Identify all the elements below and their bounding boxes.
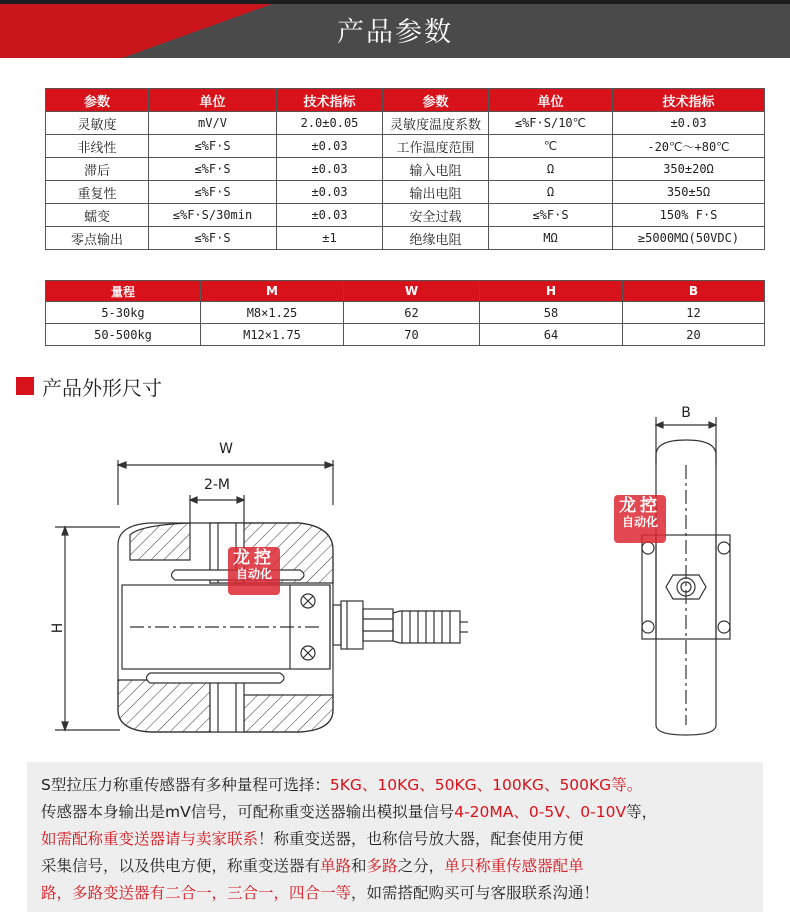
notes-box [27, 762, 763, 912]
dimension-table-header-row [46, 281, 765, 302]
spec-table-header-row [46, 89, 765, 112]
highlight-text: 如需配称重变送器请与卖家联系 [41, 830, 259, 848]
label-h: H [50, 622, 66, 634]
table-cell: ±0.03 [277, 158, 383, 181]
label-w: W [219, 441, 233, 457]
highlight-text: 5KG、10KG、50KG、100KG、500KG等。 [329, 776, 643, 794]
table-cell: ±0.03 [613, 112, 765, 135]
dimension-table-body [46, 302, 765, 346]
notes-text: 采集信号，以及供电方便，称重变送器有 [41, 857, 321, 875]
table-cell: MΩ [489, 227, 613, 250]
section-title: 产品外形尺寸 [42, 376, 162, 400]
table-cell: 安全过载 [383, 204, 489, 227]
table-cell: 重复性 [46, 181, 149, 204]
table-cell: ≤%F·S [149, 227, 277, 250]
spec-table [45, 88, 765, 250]
label-b: B [681, 405, 691, 421]
table-cell: ≤%F·S/10℃ [489, 112, 613, 135]
notes-text: 之分， [397, 857, 445, 875]
dimension-table [45, 280, 765, 346]
column-header: W [344, 281, 480, 302]
notes-line [41, 772, 747, 799]
section-marker [16, 377, 34, 395]
table-cell: 工作温度范围 [383, 135, 489, 158]
table-cell: 50-500kg [46, 324, 201, 346]
highlight-text: 单只称重传感器配单 [444, 857, 584, 875]
notes-line [41, 799, 747, 826]
table-row [46, 324, 765, 346]
table-cell: ±0.03 [277, 135, 383, 158]
table-cell: Ω [489, 158, 613, 181]
table-row [46, 227, 765, 250]
table-cell: -20℃～+80℃ [613, 135, 765, 158]
table-row [46, 112, 765, 135]
label-2m: 2-M [203, 477, 231, 493]
table-cell: 58 [480, 302, 623, 324]
notes-line [41, 853, 747, 880]
table-cell: 64 [480, 324, 623, 346]
table-cell: 2.0±0.05 [277, 112, 383, 135]
table-row [46, 302, 765, 324]
table-cell: 62 [344, 302, 480, 324]
notes-text: ！称重变送器，也称信号放大器，配套使用方便 [258, 830, 584, 848]
table-cell: 20 [623, 324, 765, 346]
table-cell: 绝缘电阻 [383, 227, 489, 250]
table-cell: M12×1.75 [201, 324, 344, 346]
table-row [46, 181, 765, 204]
table-cell: 输出电阻 [383, 181, 489, 204]
notes-text: ，如需搭配购买可与客服联系沟通！ [351, 884, 600, 902]
highlight-text: 单路 [320, 857, 352, 875]
table-cell: 150% F·S [613, 204, 765, 227]
table-cell: ≤%F·S [149, 158, 277, 181]
column-header: 技术指标 [277, 89, 383, 112]
table-cell: 灵敏度温度系数 [383, 112, 489, 135]
table-cell: ≥5000MΩ(50VDC) [613, 227, 765, 250]
notes-text: 和 [351, 857, 367, 875]
notes-line [41, 826, 747, 853]
column-header: 参数 [383, 89, 489, 112]
table-cell: ℃ [489, 135, 613, 158]
column-header: 单位 [149, 89, 277, 112]
column-header: 技术指标 [613, 89, 765, 112]
table-cell: ±1 [277, 227, 383, 250]
column-header: 单位 [489, 89, 613, 112]
notes-line [41, 880, 747, 907]
table-cell: 蠕变 [46, 204, 149, 227]
table-cell: ≤%F·S [149, 135, 277, 158]
highlight-text: 多路 [366, 857, 398, 875]
table-cell: 滞后 [46, 158, 149, 181]
table-cell: 5-30kg [46, 302, 201, 324]
column-header: B [623, 281, 765, 302]
table-cell: ±0.03 [277, 181, 383, 204]
watermark-logo-side: 龙控 自动化 [614, 495, 666, 543]
table-cell: 非线性 [46, 135, 149, 158]
table-cell: M8×1.25 [201, 302, 344, 324]
table-cell: ≤%F·S/30min [149, 204, 277, 227]
highlight-text: 4-20MA、0-5V、0-10V [454, 803, 627, 821]
table-cell: mV/V [149, 112, 277, 135]
table-cell: ≤%F·S [489, 204, 613, 227]
column-header: M [201, 281, 344, 302]
table-cell: ±0.03 [277, 204, 383, 227]
table-row [46, 204, 765, 227]
notes-text: S型拉压力称重传感器有多种量程可选择： [41, 776, 330, 794]
table-cell: 输入电阻 [383, 158, 489, 181]
table-cell: 灵敏度 [46, 112, 149, 135]
table-row [46, 135, 765, 158]
table-cell: Ω [489, 181, 613, 204]
column-header: 参数 [46, 89, 149, 112]
table-cell: ≤%F·S [149, 181, 277, 204]
column-header: 量程 [46, 281, 201, 302]
table-cell: 350±20Ω [613, 158, 765, 181]
dimension-drawing [0, 405, 790, 750]
table-row [46, 158, 765, 181]
notes-text: 传感器本身输出是mV信号，可配称重变送器输出模拟量信号 [41, 803, 455, 821]
highlight-text: 路，多路变送器有二合一，三合一，四合一等 [41, 884, 352, 902]
table-cell: 350±5Ω [613, 181, 765, 204]
table-cell: 零点输出 [46, 227, 149, 250]
page-title: 产品参数 [337, 17, 453, 48]
table-cell: 12 [623, 302, 765, 324]
spec-table-body [46, 112, 765, 250]
table-cell: 70 [344, 324, 480, 346]
notes-text: 等， [626, 803, 658, 821]
watermark-logo: 龙控 自动化 [228, 547, 280, 595]
column-header: H [480, 281, 623, 302]
